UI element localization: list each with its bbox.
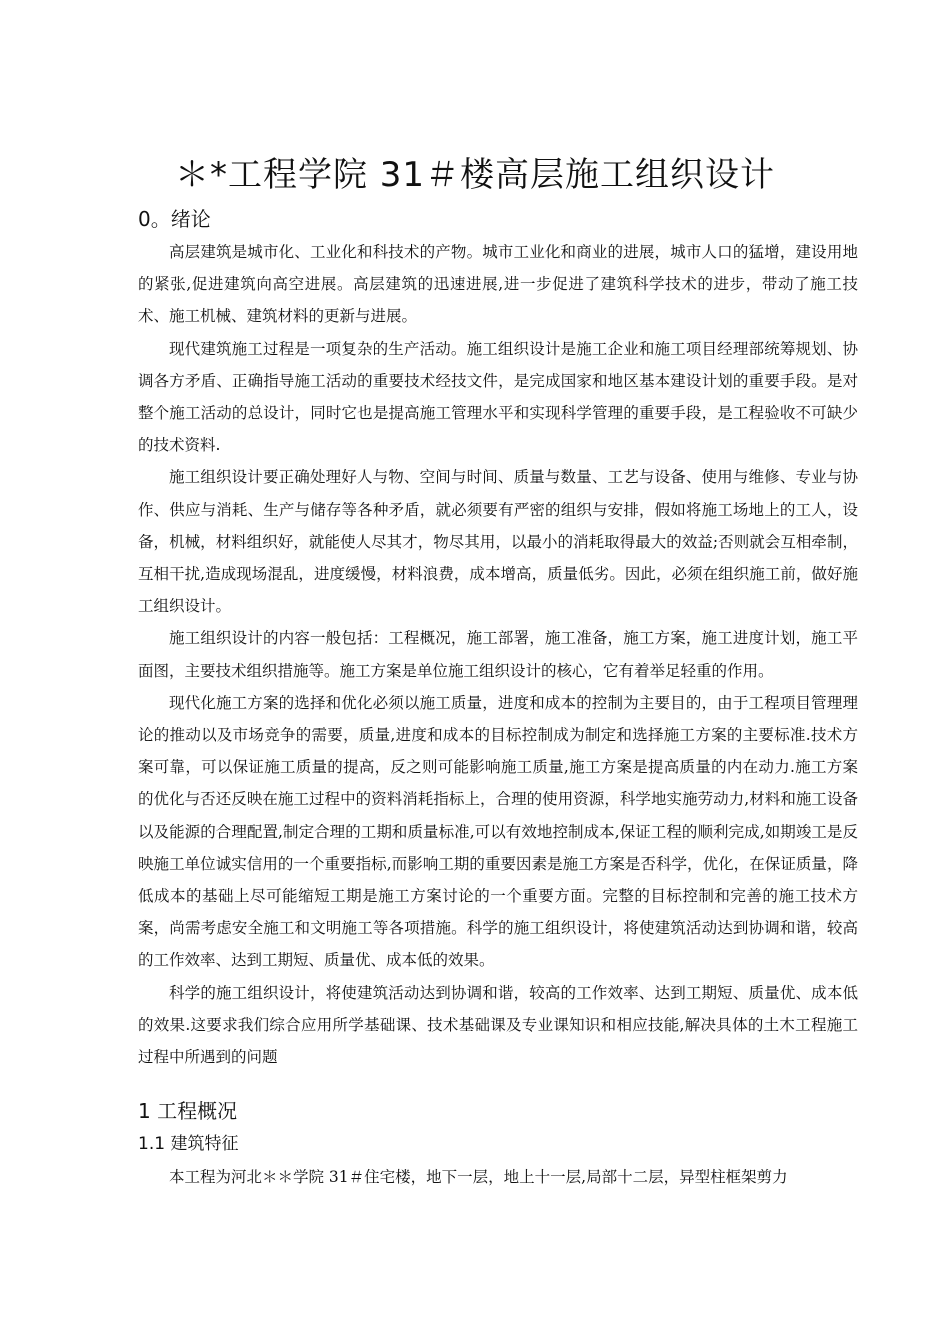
section-1-heading: 1 工程概况 <box>138 1099 238 1123</box>
section-1-1-heading: 1.1 建筑特征 <box>138 1134 239 1154</box>
section-1-1-body <box>138 1161 858 1193</box>
paragraph: 施工组织设计要正确处理好人与物、空间与时间、质量与数量、工艺与设备、使用与维修、专业与协作、供应与消耗、生产与储存等各种矛盾，就必须要有严密的组织与安排，假如将施工场地上的工人，设备，机械，材料组织好，就能使人尽其才，物尽其用，以最小的消耗取得最大的效益;否则就会互相牵制，互相干扰,造成现场混乱，进度缓慢，材料浪费，成本增高，质量低劣。因此，必须在组织施工前，做好施工组织设计。 <box>138 468 858 616</box>
document-title: ＊*工程学院 31＃楼高层施工组织设计 <box>174 155 776 195</box>
paragraph: 施工组织设计的内容一般包括：工程概况，施工部署，施工准备，施工方案，施工进度计划，施工平面图，主要技术组织措施等。施工方案是单位施工组织设计的核心，它有着举足轻重的作用。 <box>138 629 858 680</box>
paragraph: 高层建筑是城市化、工业化和科技术的产物。城市工业化和商业的进展，城市人口的猛增，建设用地的紧张,促进建筑向高空进展。高层建筑的迅速进展,进一步促进了建筑科学技术的进步，带动了施工技术、施工机械、建筑材料的更新与进展。 <box>138 243 858 326</box>
paragraph: 科学的施工组织设计，将使建筑活动达到协调和谐，较高的工作效率、达到工期短、质量优、成本低的效果.这要求我们综合应用所学基础课、技术基础课及专业课知识和相应技能,解决具体的土木工程施工过程中所遇到的问题 <box>138 983 858 1067</box>
paragraph: 现代化施工方案的选择和优化必须以施工质量，进度和成本的控制为主要目的，由于工程项目管理理论的推动以及市场竞争的需要，质量,进度和成本的目标控制成为制定和选择施工方案的主要标准.技术方案可靠，可以保证施工质量的提高，反之则可能影响施工质量,施工方案是提高质量的内在动力.施工方案的优化与否还反映在施工过程中的资料消耗指标上，合理的使用资源，科学地实施劳动力,材料和施工设备以及能源的合理配置,制定合理的工期和质量标准,可以有效地控制成本,保证工程的顺利完成,如期竣工是反映施工单位诚实信用的一个重要指标,而影响工期的重要因素是施工方案是否科学，优化，在保证质量，降低成本的基础上尽可能缩短工期是施工方案讨论的一个重要方面。完整的目标控制和完善的施工技术方案，尚需考虑安全施工和文明施工等各项措施。科学的施工组织设计，将使建筑活动达到协调和谐，较高的工作效率、达到工期短、质量优、成本低的效果。 <box>138 693 858 970</box>
section-0-body <box>138 236 858 1073</box>
section-0-heading: 0。绪论 <box>138 207 211 231</box>
paragraph: 本工程为河北＊＊学院 31＃住宅楼，地下一层，地上十一层,局部十二层，异型柱框架剪力 <box>169 1168 788 1186</box>
paragraph: 现代建筑施工过程是一项复杂的生产活动。施工组织设计是施工企业和施工项目经理部统筹规划、协调各方矛盾、正确指导施工活动的重要技术经技文件，是完成国家和地区基本建设计划的重要手段。是对整个施工活动的总设计，同时它也是提高施工管理水平和实现科学管理的重要手段，是工程验收不可缺少的技术资料. <box>138 339 858 455</box>
